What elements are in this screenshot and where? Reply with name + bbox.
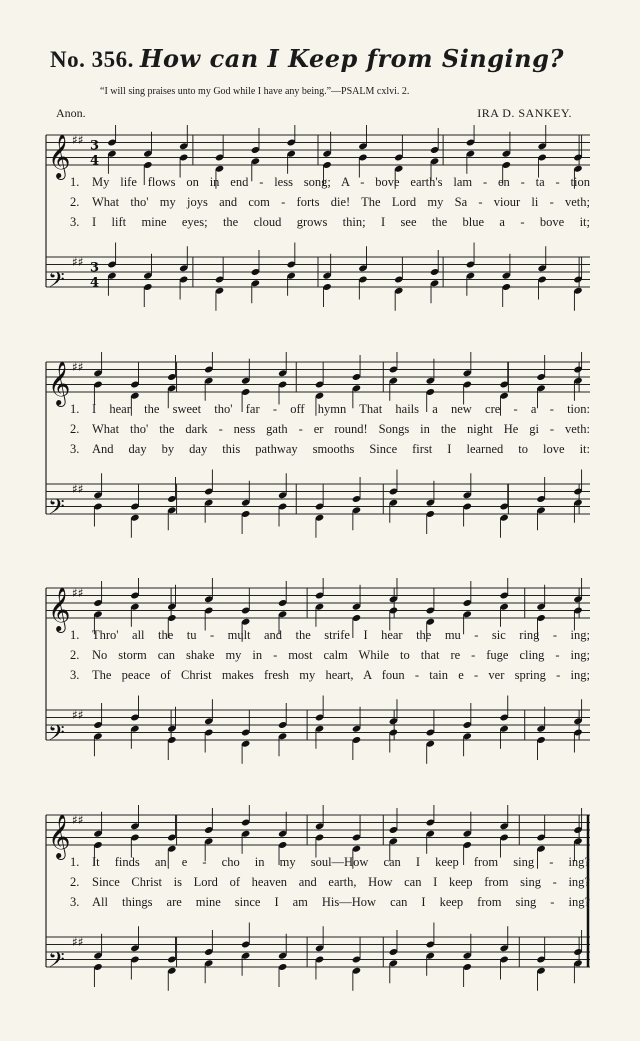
lyric-line (70, 442, 590, 457)
svg-text:𝄞: 𝄞 (48, 361, 71, 405)
music-system (40, 125, 592, 350)
hymn-title-line (50, 44, 564, 73)
svg-text:♯♯: ♯♯ (72, 255, 84, 269)
svg-text:4: 4 (90, 153, 100, 169)
lyric-line (70, 215, 590, 230)
lyric-line (70, 195, 590, 210)
svg-text:♯♯: ♯♯ (72, 935, 84, 949)
lyric-line (70, 875, 590, 890)
lyric-line (70, 668, 590, 683)
lyric-line (70, 628, 590, 643)
verse-number: 3. (70, 895, 80, 909)
verse-number: 2. (70, 422, 80, 436)
lyric-line (70, 175, 590, 190)
lyric-text: All things are mine since I am His—How can I keep from sing - ing? (92, 895, 590, 909)
lyric-text: I lift mine eyes; the cloud grows thin; I see the blue a - bove it; (92, 215, 590, 229)
verse-number: 2. (70, 648, 80, 662)
svg-text:4: 4 (90, 275, 100, 291)
lyric-text: What tho' my joys and com - forts die! The Lord my Sa - viour li - veth; (92, 195, 590, 209)
svg-text:3: 3 (90, 138, 100, 154)
lyric-text: No storm can shake my in - most calm While to that re - fuge cling - ing; (92, 648, 590, 662)
lyricist: Anon. (56, 106, 86, 120)
staff-notation (40, 352, 592, 577)
svg-text:𝄢: 𝄢 (48, 268, 65, 298)
svg-text:♯♯: ♯♯ (72, 360, 84, 374)
music-system (40, 352, 592, 577)
scripture-quote: “I will sing praises unto my God while I have any being.”—PSALM cxlvi. 2. (100, 86, 410, 97)
svg-text:♯♯: ♯♯ (72, 708, 84, 722)
verse-number: 2. (70, 875, 80, 889)
lyric-line (70, 855, 590, 870)
lyric-line (70, 648, 590, 663)
svg-text:♯♯: ♯♯ (72, 813, 84, 827)
svg-text:♯♯: ♯♯ (72, 586, 84, 600)
lyric-line (70, 895, 590, 910)
svg-text:♯♯: ♯♯ (72, 133, 84, 147)
staff-notation (40, 125, 592, 350)
svg-text:𝄞: 𝄞 (48, 587, 71, 631)
verse-number: 3. (70, 442, 80, 456)
verse-number: 3. (70, 215, 80, 229)
hymn-number: No. 356. (50, 47, 134, 72)
lyric-text: What tho' the dark - ness gath - er round! Songs in the night He gi - veth: (92, 422, 590, 436)
verse-number: 1. (70, 628, 80, 642)
lyric-text: It finds an e - cho in my soul—How can I keep from sing - ing? (92, 855, 590, 869)
verse-number: 1. (70, 855, 80, 869)
hymn-title: How can I Keep from Singing? (139, 44, 564, 73)
svg-text:𝄞: 𝄞 (48, 134, 71, 178)
lyric-line (70, 402, 590, 417)
music-system (40, 805, 592, 1030)
composer: IRA D. SANKEY. (477, 106, 572, 120)
svg-text:♯♯: ♯♯ (72, 482, 84, 496)
svg-text:𝄢: 𝄢 (48, 948, 65, 978)
staff-notation (40, 578, 592, 803)
lyric-text: Since Christ is Lord of heaven and earth, How can I keep from sing - ing? (92, 875, 590, 889)
verse-number: 1. (70, 175, 80, 189)
staff-notation (40, 805, 592, 1030)
svg-text:𝄞: 𝄞 (48, 814, 71, 858)
lyric-text: My life flows on in end - less song; A - bove earth's lam - en - ta - tion (92, 175, 590, 189)
lyric-line (70, 422, 590, 437)
svg-text:3: 3 (90, 260, 100, 276)
svg-text:𝄢: 𝄢 (48, 495, 65, 525)
verse-number: 1. (70, 402, 80, 416)
verse-number: 3. (70, 668, 80, 682)
lyric-text: And day by day this pathway smooths Since first I learned to love it: (92, 442, 590, 456)
lyric-text: I hear the sweet tho' far - off hymn That hails a new cre - a - tion: (92, 402, 590, 416)
verse-number: 2. (70, 195, 80, 209)
lyric-text: Thro' all the tu - mult and the strife I hear the mu - sic ring - ing; (92, 628, 590, 642)
music-system (40, 578, 592, 803)
lyric-text: The peace of Christ makes fresh my heart, A foun - tain e - ver spring - ing; (92, 668, 590, 682)
svg-text:𝄢: 𝄢 (48, 721, 65, 751)
